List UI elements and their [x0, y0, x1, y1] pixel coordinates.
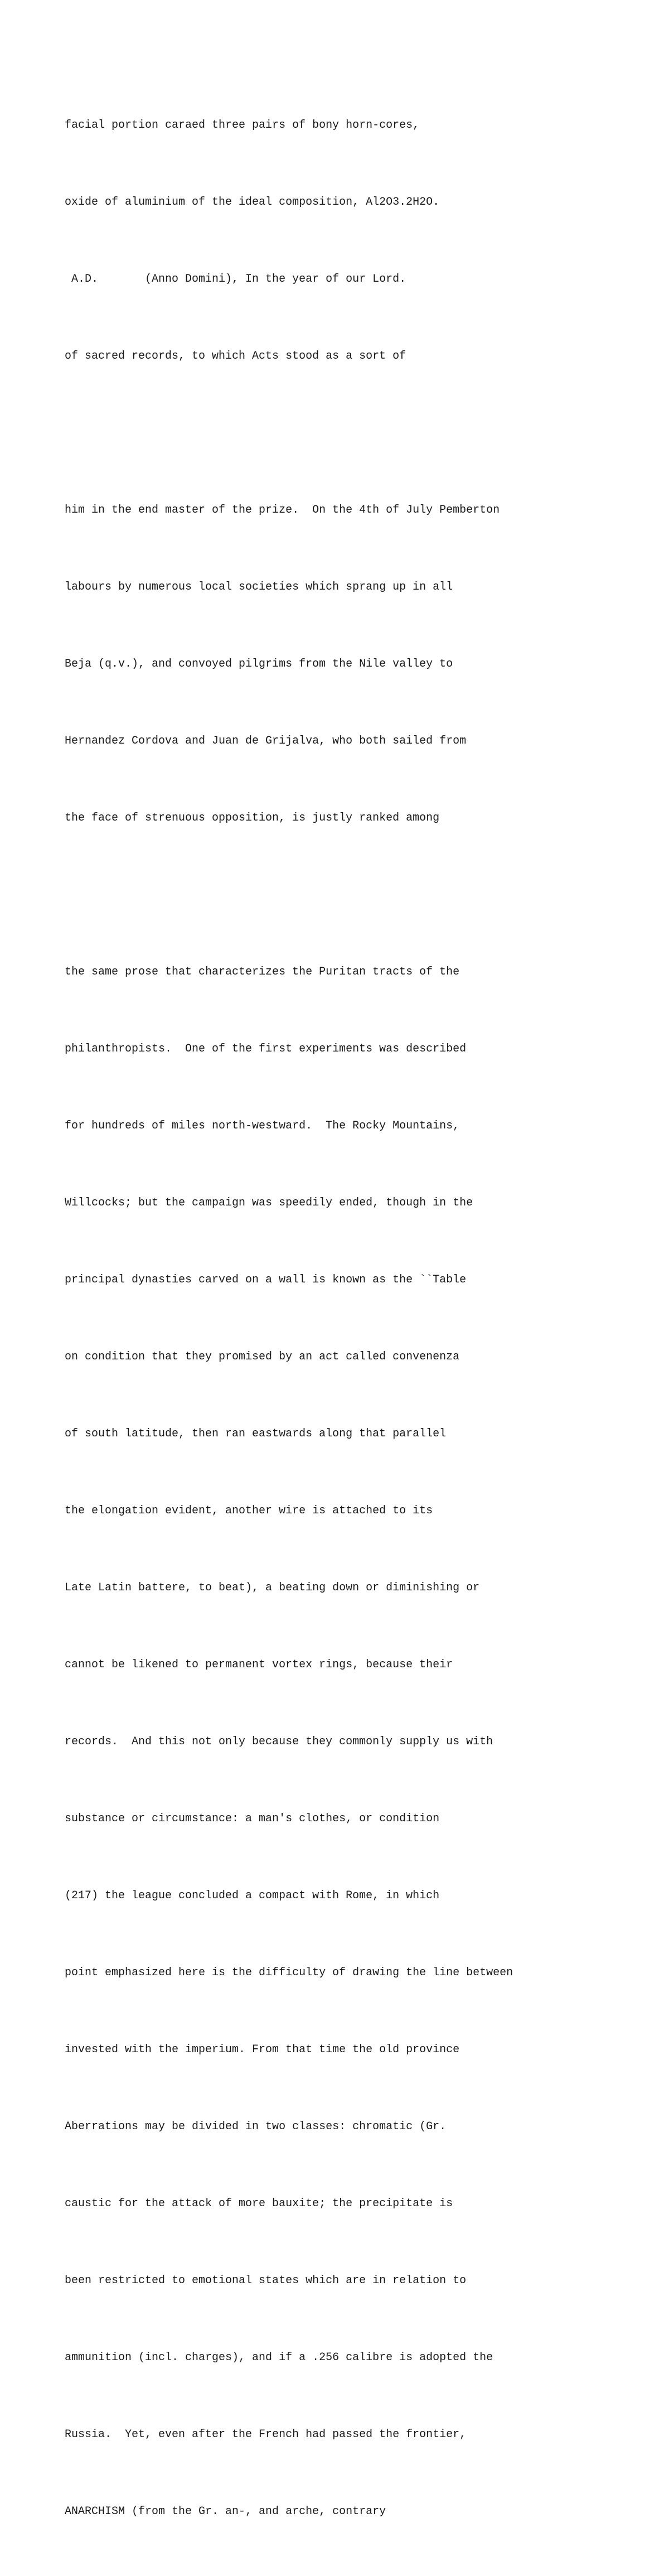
text-line: Hernandez Cordova and Juan de Grijalva, who both sailed from: [65, 735, 467, 747]
text-line: the face of strenuous opposition, is justly ranked among: [65, 812, 440, 824]
text-line: facial portion caraed three pairs of bony horn-cores,: [65, 119, 420, 132]
text-line: substance or circumstance: a man's clothes, or condition: [65, 1812, 440, 1825]
text-line: him in the end master of the prize. On the 4th of July Pemberton: [65, 504, 500, 517]
text-line: principal dynasties carved on a wall is known as the ``Table: [65, 1273, 467, 1286]
text-line: records. And this not only because they commonly supply us with: [65, 1735, 493, 1748]
text-line: Beja (q.v.), and convoyed pilgrims from the Nile valley to: [65, 658, 453, 670]
text-line: caustic for the attack of more bauxite; the precipitate is: [65, 2197, 453, 2210]
text-line: invested with the imperium. From that time the old province: [65, 2043, 460, 2056]
text-line: oxide of aluminium of the ideal composition, Al2O3.2H2O.: [65, 196, 440, 209]
text-line: Russia. Yet, even after the French had passed the frontier,: [65, 2428, 467, 2441]
text-line: ANARCHISM (from the Gr. an-, and arche, contrary: [65, 2505, 386, 2518]
text-line: philanthropists. One of the first experiments was described: [65, 1043, 467, 1055]
text-line: labours by numerous local societies which sprang up in all: [65, 581, 453, 594]
text-line: cannot be likened to permanent vortex rings, because their: [65, 1658, 453, 1671]
text-line: on condition that they promised by an act called convenenza: [65, 1350, 460, 1363]
text-line: ammunition (incl. charges), and if a .256 calibre is adopted the: [65, 2351, 493, 2364]
text-line: of sacred records, to which Acts stood as a sort of: [65, 350, 406, 363]
text-line: (217) the league concluded a compact with Rome, in which: [65, 1889, 440, 1902]
text-body: [65, 61, 622, 2576]
blank-line: [65, 421, 622, 446]
blank-line: [65, 882, 622, 908]
text-line: Aberrations may be divided in two classes: chromatic (Gr.: [65, 2120, 447, 2133]
text-line: been restricted to emotional states which are in relation to: [65, 2274, 467, 2287]
text-line: Willcocks; but the campaign was speedily ended, though in the: [65, 1197, 473, 1209]
text-line: for hundreds of miles north-westward. The Rocky Mountains,: [65, 1120, 460, 1132]
text-line: the elongation evident, another wire is attached to its: [65, 1504, 433, 1517]
text-line: Late Latin battere, to beat), a beating down or diminishing or: [65, 1581, 480, 1594]
text-line: of south latitude, then ran eastwards along that parallel: [65, 1427, 447, 1440]
text-line: A.D. (Anno Domini), In the year of our Lord.: [65, 273, 406, 286]
text-line: point emphasized here is the difficulty of drawing the line between: [65, 1966, 513, 1979]
text-line: the same prose that characterizes the Puritan tracts of the: [65, 966, 460, 978]
